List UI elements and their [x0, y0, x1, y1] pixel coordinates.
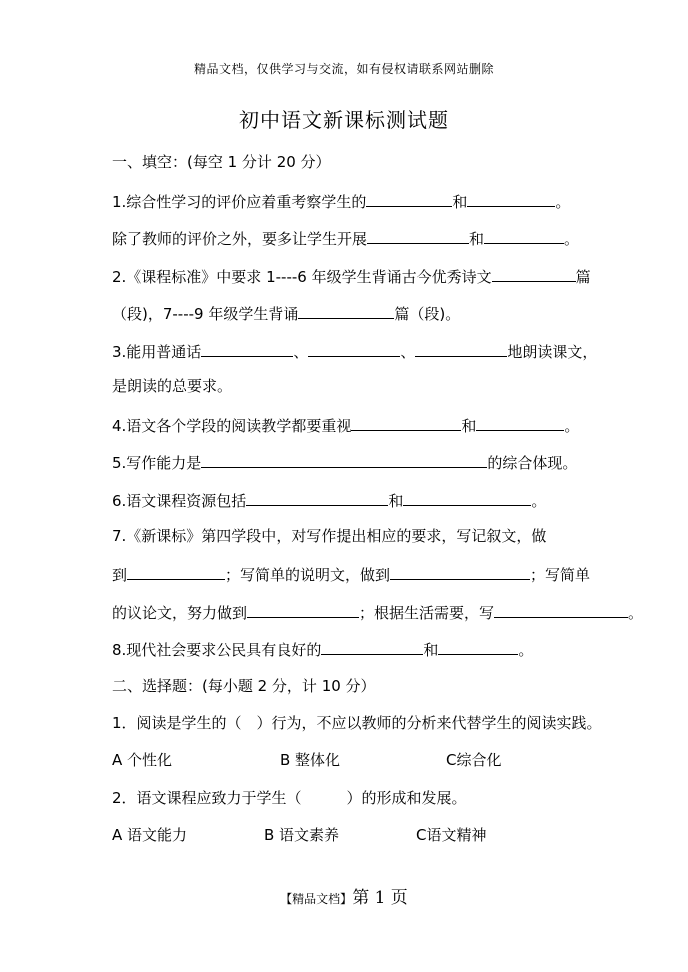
section-1-heading: 一、填空：(每空 1 分计 20 分）: [112, 153, 331, 171]
page-header: 精品文档，仅供学习与交流，如有侵权请联系网站删除: [193, 62, 494, 76]
answer-blank: [321, 638, 423, 655]
answer-blank: [415, 340, 507, 357]
mc-question-1-options: [112, 750, 501, 770]
question-1-continued: 除了教师的评价之外，要多让学生开展 和 。: [112, 227, 579, 249]
footer-tag: 【精品文档】: [280, 892, 353, 906]
question-7: 7.《新课标》第四学段中，对写作提出相应的要求，写记叙文，做: [112, 527, 547, 545]
question-6: 6.语文课程资源包括 和 。: [112, 489, 546, 511]
question-3: 3.能用普通话 、 、 地朗读课文，: [112, 340, 597, 362]
option-c: C语文精神: [416, 826, 487, 844]
answer-blank: [127, 563, 225, 580]
answer-blank: [494, 601, 628, 618]
answer-blank: [246, 489, 388, 506]
mc-question-2-options: [112, 825, 486, 845]
answer-blank: [467, 190, 555, 207]
answer-blank: [484, 227, 564, 244]
option-a: A 个性化: [112, 751, 173, 769]
question-7-continued: 到 ；写简单的说明文，做到 ；写简单: [112, 563, 590, 585]
page-title: 初中语文新课标测试题: [239, 108, 449, 132]
option-a: A 语文能力: [112, 826, 188, 844]
page-number: 第 1 页: [352, 888, 408, 908]
question-8: 8.现代社会要求公民具有良好的 和 。: [112, 638, 533, 660]
answer-blank: [201, 340, 293, 357]
answer-blank: [390, 563, 530, 580]
answer-blank: [492, 265, 576, 282]
option-b: B 整体化: [280, 751, 341, 769]
answer-blank: [403, 489, 531, 506]
question-5: 5.写作能力是 的综合体现。: [112, 451, 577, 473]
answer-blank: [476, 414, 564, 431]
option-c: C综合化: [446, 751, 502, 769]
answer-blank: [201, 451, 487, 468]
answer-blank: [366, 190, 452, 207]
question-4: 4.语文各个学段的阅读教学都要重视 和 。: [112, 414, 579, 436]
page-footer: [0, 883, 688, 908]
answer-blank: [308, 340, 400, 357]
answer-blank: [298, 302, 394, 319]
mc-question-1: 1．阅读是学生的（ ）行为，不应以教师的分析来代替学生的阅读实践。: [112, 714, 602, 732]
answer-blank: [247, 601, 359, 618]
section-2-heading: 二、选择题：(每小题 2 分，计 10 分）: [112, 677, 376, 695]
question-7-continued-2: 的议论文，努力做到 ；根据生活需要，写 。: [112, 601, 643, 623]
question-2: 2.《课程标准》中要求 1----6 年级学生背诵古今优秀诗文 篇: [112, 265, 591, 287]
question-1: 1.综合性学习的评价应着重考察学生的 和 。: [112, 190, 570, 212]
mc-question-2: 2．语文课程应致力于学生（ ）的形成和发展。: [112, 789, 467, 807]
question-3-continued: 是朗读的总要求。: [112, 377, 233, 395]
answer-blank: [367, 227, 469, 244]
answer-blank: [438, 638, 518, 655]
question-2-continued: （段)，7----9 年级学生背诵 篇（段)。: [112, 302, 460, 324]
option-b: B 语文素养: [264, 826, 340, 844]
answer-blank: [351, 414, 461, 431]
